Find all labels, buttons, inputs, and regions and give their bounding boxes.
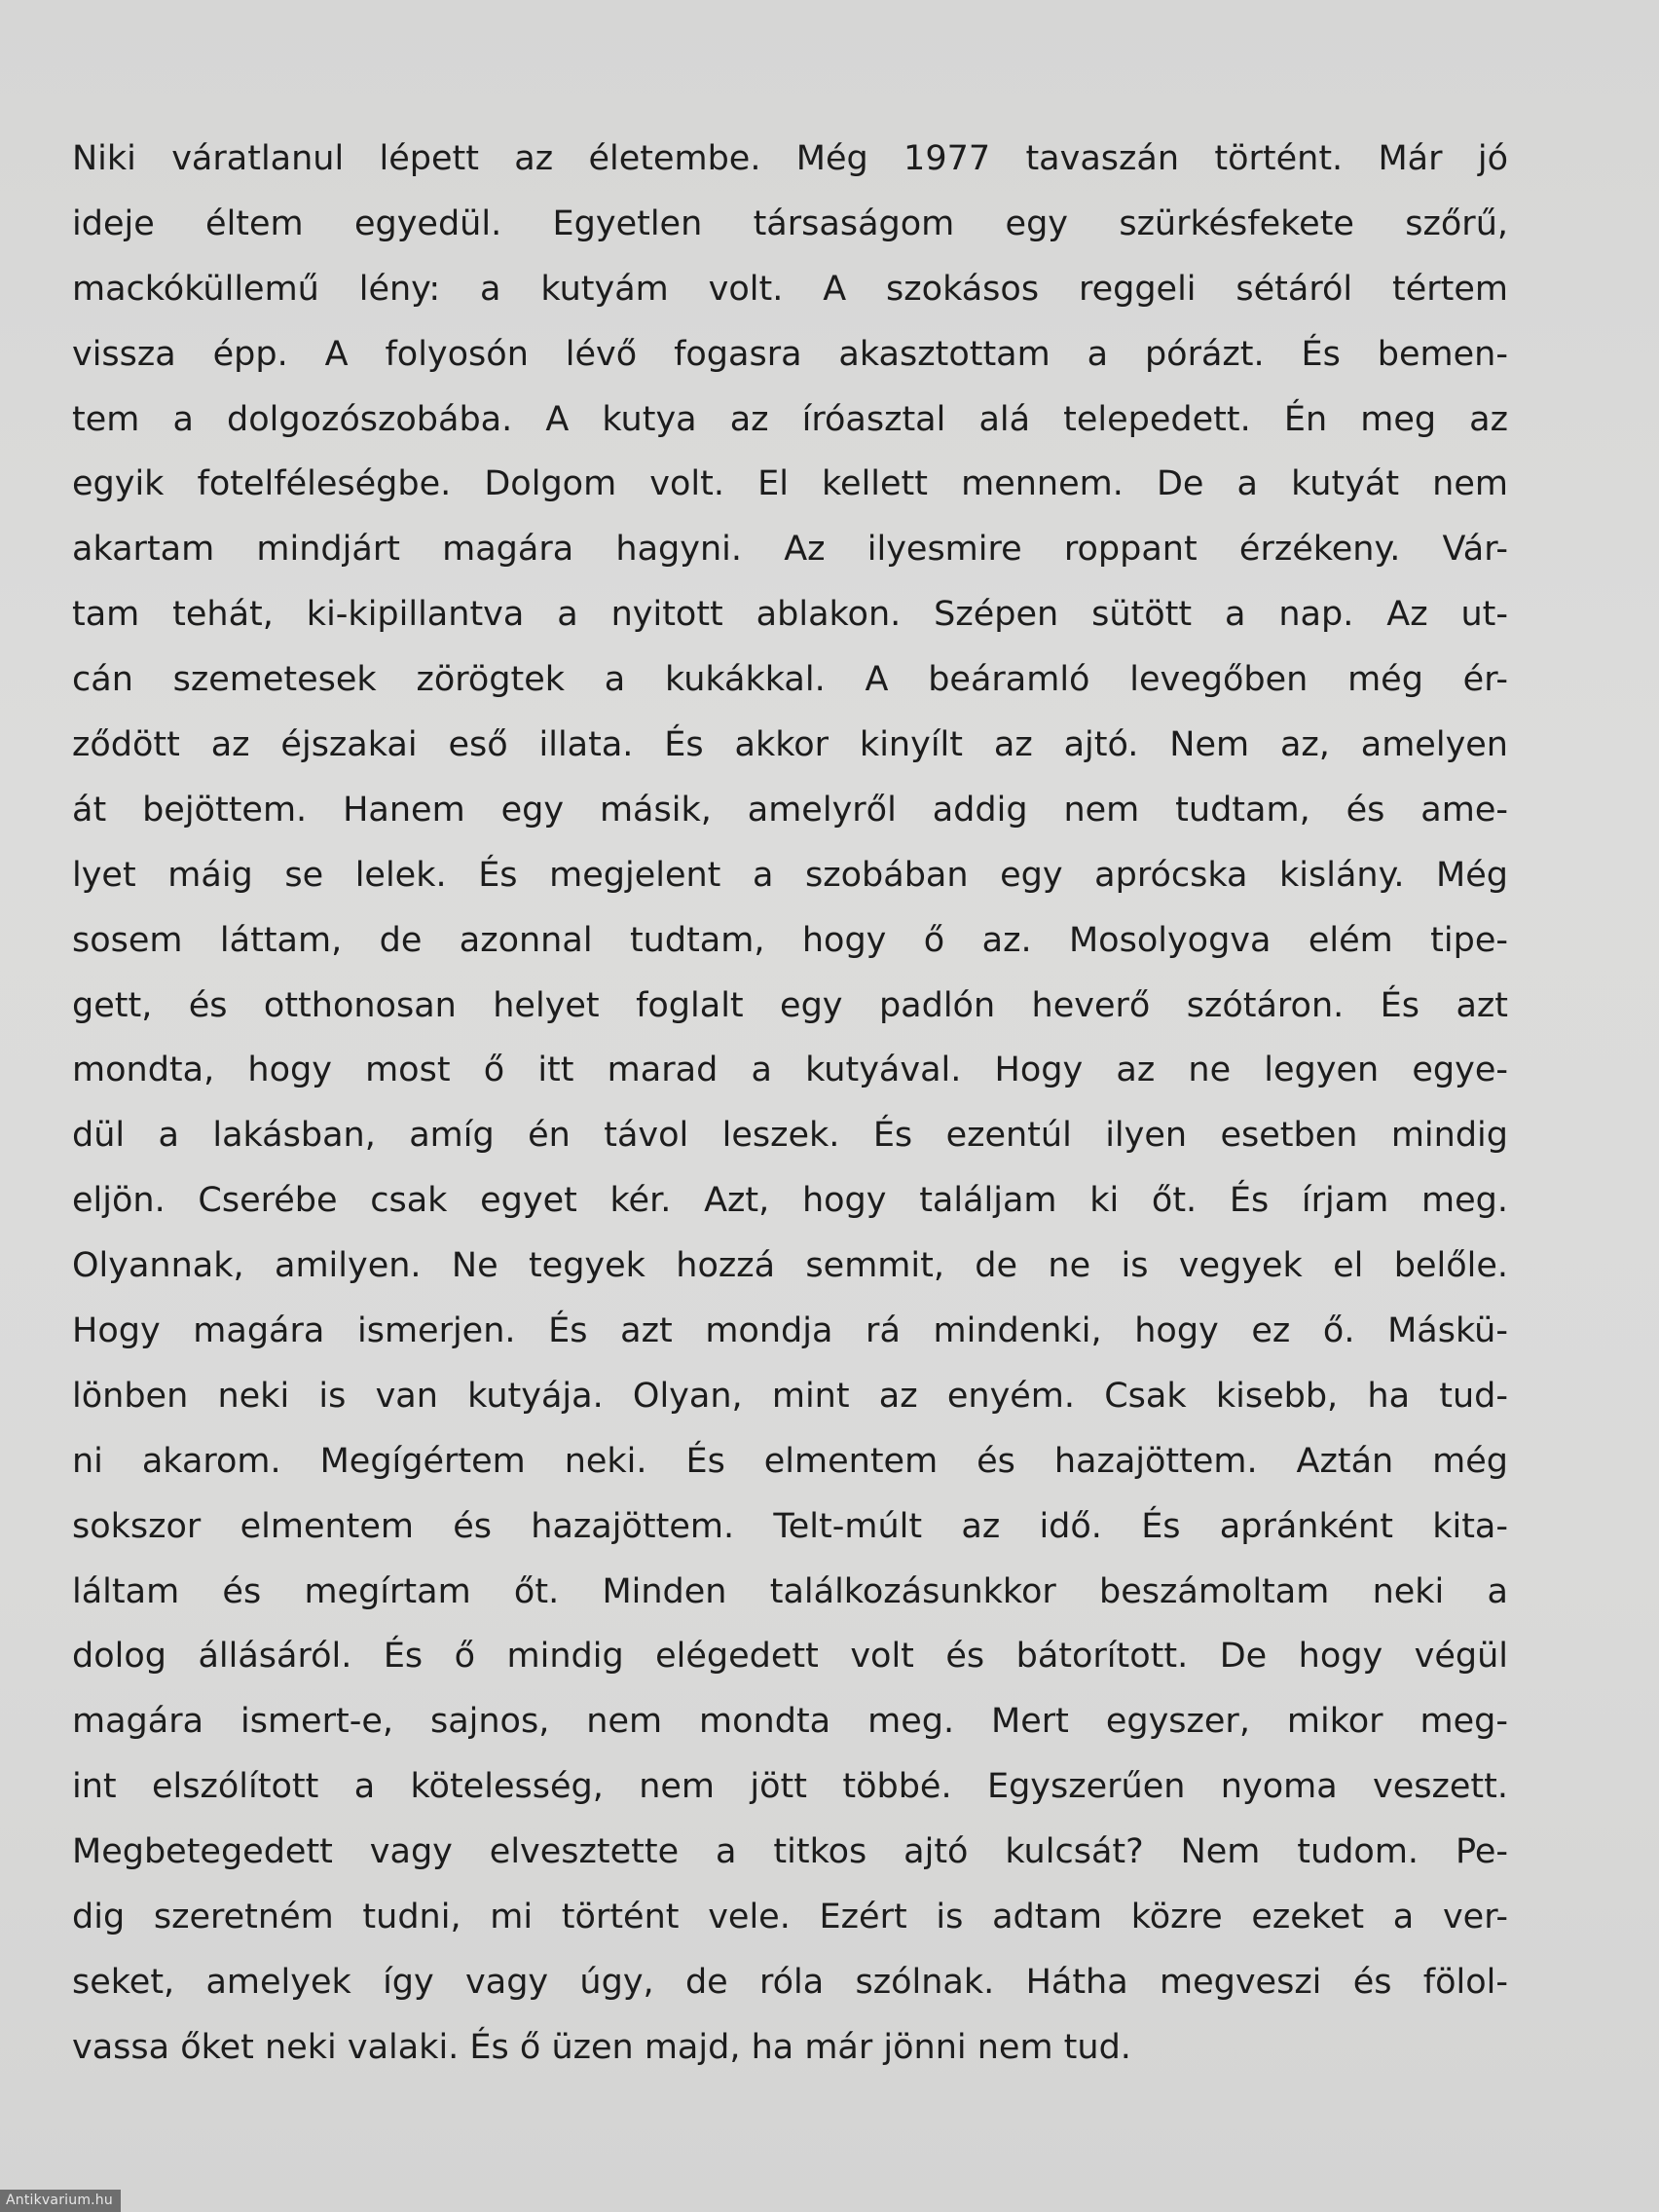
text-line: Olyannak, amilyen. Ne tegyek hozzá semmit, de ne is vegyek el belőle. <box>72 1246 1508 1286</box>
text-line: ideje éltem egyedül. Egyetlen társaságom egy szürkésfekete szőrű, <box>72 203 1508 243</box>
body-text <box>72 127 1508 2081</box>
text-line: tem a dolgozószobába. A kutya az íróasztal alá telepedett. Én meg az <box>72 399 1508 439</box>
text-line: eljön. Cserébe csak egyet kér. Azt, hogy találjam ki őt. És írjam meg. <box>72 1181 1508 1221</box>
text-line: egyik fotelféleségbe. Dolgom volt. El kellett mennem. De a kutyát nem <box>72 464 1508 504</box>
text-line: lönben neki is van kutyája. Olyan, mint az enyém. Csak kisebb, ha tud- <box>72 1376 1508 1416</box>
text-line: lyet máig se lelek. És megjelent a szobában egy aprócska kislány. Még <box>72 855 1508 895</box>
text-line: mackóküllemű lény: a kutyám volt. A szokásos reggeli sétáról tértem <box>72 269 1508 309</box>
text-line: akartam mindjárt magára hagyni. Az ilyesmire roppant érzékeny. Vár- <box>72 530 1508 570</box>
text-line: át bejöttem. Hanem egy másik, amelyről addig nem tudtam, és ame- <box>72 790 1508 830</box>
text-line: ni akarom. Megígértem neki. És elmentem és hazajöttem. Aztán még <box>72 1441 1508 1481</box>
text-line: cán szemetesek zörögtek a kukákkal. A beáramló levegőben még ér- <box>72 660 1508 700</box>
text-line: ződött az éjszakai eső illata. És akkor kinyílt az ajtó. Nem az, amelyen <box>72 725 1508 765</box>
text-line: sokszor elmentem és hazajöttem. Telt-múlt az idő. És apránként kita- <box>72 1506 1508 1546</box>
text-line: Megbetegedett vagy elvesztette a titkos ajtó kulcsát? Nem tudom. Pe- <box>72 1832 1508 1872</box>
text-line: vissza épp. A folyosón lévő fogasra akasztottam a pórázt. És bemen- <box>72 334 1508 374</box>
text-line: Niki váratlanul lépett az életembe. Még 1977 tavaszán történt. Már jó <box>72 139 1508 178</box>
text-line: sosem láttam, de azonnal tudtam, hogy ő az. Mosolyogva elém tipe- <box>72 920 1508 960</box>
text-line: gett, és otthonosan helyet foglalt egy padlón heverő szótáron. És azt <box>72 985 1508 1025</box>
text-line: vassa őket neki valaki. És ő üzen majd, ha már jönni nem tud. <box>72 2027 1131 2067</box>
text-line: int elszólított a kötelesség, nem jött többé. Egyszerűen nyoma veszett. <box>72 1767 1508 1807</box>
text-line: magára ismert-e, sajnos, nem mondta meg. Mert egyszer, mikor meg- <box>72 1702 1508 1742</box>
watermark: Antikvarium.hu <box>0 2190 121 2212</box>
text-line: Hogy magára ismerjen. És azt mondja rá mindenki, hogy ez ő. Máskü- <box>72 1311 1508 1351</box>
text-line: tam tehát, ki-kipillantva a nyitott ablakon. Szépen sütött a nap. Az ut- <box>72 595 1508 635</box>
text-line: seket, amelyek így vagy úgy, de róla szólnak. Hátha megveszi és fölol- <box>72 1962 1508 2002</box>
text-line: dolog állásáról. És ő mindig elégedett volt és bátorított. De hogy végül <box>72 1637 1508 1677</box>
text-line: dig szeretném tudni, mi történt vele. Ezért is adtam közre ezeket a ver- <box>72 1898 1508 1937</box>
text-line: dül a lakásban, amíg én távol leszek. És ezentúl ilyen esetben mindig <box>72 1116 1508 1156</box>
text-line: mondta, hogy most ő itt marad a kutyával. Hogy az ne legyen egye- <box>72 1051 1508 1090</box>
text-line: láltam és megírtam őt. Minden találkozásunkkor beszámoltam neki a <box>72 1571 1508 1611</box>
